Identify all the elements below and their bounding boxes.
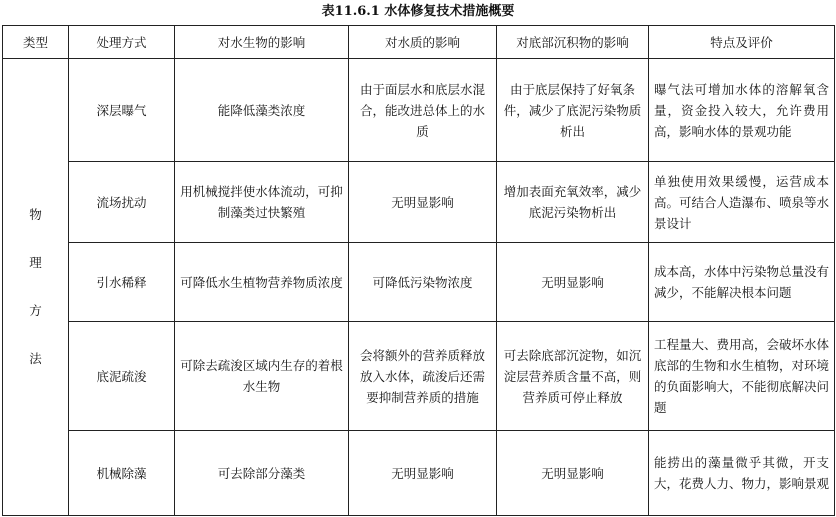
header-row [3,26,835,59]
sediment-cell: 可去除底部沉淀物，如沉淀层营养质含量不高，则营养质可停止释放 [497,322,649,431]
remediation-table [2,25,835,516]
biota-cell: 能降低藻类浓度 [175,59,349,162]
biota-cell: 可降低水生植物营养物质浓度 [175,243,349,322]
evaluation-cell: 单独使用效果缓慢，运营成本高。可结合人造瀑布、喷泉等水景设计 [649,162,835,243]
sediment-cell: 无明显影响 [497,431,649,516]
header-water: 对水质的影响 [349,26,497,59]
biota-cell: 可除去疏浚区域内生存的着根水生物 [175,322,349,431]
table-row [3,59,835,162]
water-cell: 由于面层水和底层水混合，能改进总体上的水质 [349,59,497,162]
type-cell [3,59,69,516]
table-row [3,431,835,516]
sediment-cell: 无明显影响 [497,243,649,322]
header-biota: 对水生物的影响 [175,26,349,59]
evaluation-cell: 工程量大、费用高，会破坏水体底部的生物和水生植物，对环境的负面影响大，不能彻底解决问题 [649,322,835,431]
table-row [3,162,835,243]
evaluation-cell: 成本高，水体中污染物总量没有减少，不能解决根本问题 [649,243,835,322]
header-type: 类型 [3,26,69,59]
water-cell: 无明显影响 [349,431,497,516]
biota-cell: 用机械搅拌使水体流动，可抑制藻类过快繁殖 [175,162,349,243]
sediment-cell: 由于底层保持了好氧条件，减少了底泥污染物质析出 [497,59,649,162]
method-cell: 底泥疏浚 [69,322,175,431]
water-cell: 可降低污染物浓度 [349,243,497,322]
sediment-cell: 增加表面充氧效率，减少底泥污染物析出 [497,162,649,243]
type-label: 物理方法 [29,207,42,366]
evaluation-cell: 能捞出的藻量微乎其微，开支大，花费人力、物力，影响景观 [649,431,835,516]
method-cell: 机械除藻 [69,431,175,516]
biota-cell: 可去除部分藻类 [175,431,349,516]
method-cell: 引水稀释 [69,243,175,322]
method-cell: 流场扰动 [69,162,175,243]
header-evaluation: 特点及评价 [649,26,835,59]
water-cell: 会将额外的营养质释放放入水体，疏浚后还需要抑制营养质的措施 [349,322,497,431]
header-sediment: 对底部沉积物的影响 [497,26,649,59]
table-row [3,243,835,322]
table-title: 表11.6.1 水体修复技术措施概要 [321,4,515,19]
water-cell: 无明显影响 [349,162,497,243]
evaluation-cell: 曝气法可增加水体的溶解氧含量，资金投入较大，允许费用高，影响水体的景观功能 [649,59,835,162]
method-cell: 深层曝气 [69,59,175,162]
table-row [3,322,835,431]
header-method: 处理方式 [69,26,175,59]
